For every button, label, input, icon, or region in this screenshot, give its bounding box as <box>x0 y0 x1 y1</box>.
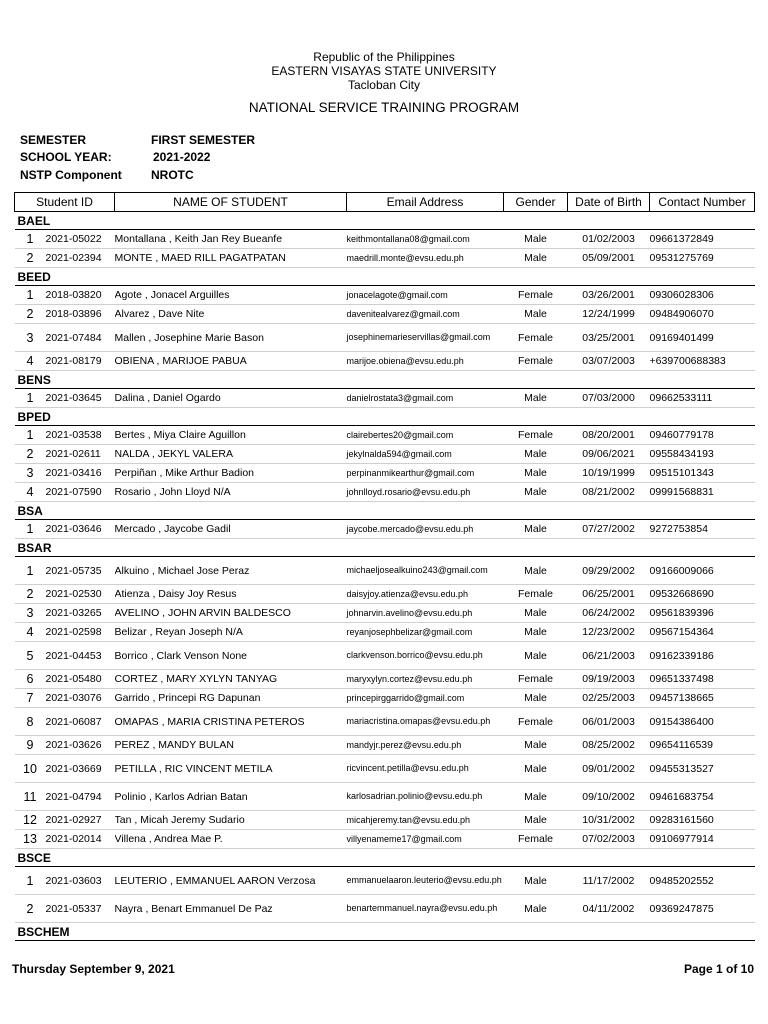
contact-number-cell: 09169401499 <box>650 324 755 352</box>
student-name-cell: Nayra , Benart Emmanuel De Paz <box>115 895 347 923</box>
row-number-cell: 12 <box>15 811 46 830</box>
student-id-cell: 2021-07484 <box>46 324 115 352</box>
group-label: BPED <box>15 408 755 426</box>
table-row <box>15 483 755 502</box>
table-row <box>15 895 755 923</box>
email-address-cell[interactable]: mandyjr.perez@evsu.edu.ph <box>347 736 504 755</box>
contact-number-cell: 09283161560 <box>650 811 755 830</box>
contact-number-cell: 09460779178 <box>650 426 755 445</box>
date-of-birth-cell: 03/07/2003 <box>568 352 650 371</box>
email-address-cell[interactable]: ricvincent.petilla@evsu.edu.ph <box>347 755 504 783</box>
email-address-cell[interactable]: marijoe.obiena@evsu.edu.ph <box>347 352 504 371</box>
contact-number-cell: 09515101343 <box>650 464 755 483</box>
gender-cell: Male <box>504 483 568 502</box>
table-row <box>15 324 755 352</box>
student-name-cell: Atienza , Daisy Joy Resus <box>115 585 347 604</box>
row-number-cell: 4 <box>15 623 46 642</box>
col-header-gender: Gender <box>504 193 568 212</box>
group-row <box>15 539 755 557</box>
contact-number-cell: 09369247875 <box>650 895 755 923</box>
table-row <box>15 689 755 708</box>
student-name-cell: NALDA , JEKYL VALERA <box>115 445 347 464</box>
row-number-cell: 1 <box>15 286 46 305</box>
contact-number-cell: 09166009066 <box>650 557 755 585</box>
student-id-cell: 2018-03896 <box>46 305 115 324</box>
email-address-cell[interactable]: karlosadrian.polinio@evsu.edu.ph <box>347 783 504 811</box>
email-address-cell[interactable]: maedrill.monte@evsu.edu.ph <box>347 249 504 268</box>
student-id-cell: 2021-03646 <box>46 520 115 539</box>
email-address-cell[interactable]: reyanjosephbelizar@gmail.com <box>347 623 504 642</box>
contact-number-cell: 09558434193 <box>650 445 755 464</box>
contact-number-cell: 09531275769 <box>650 249 755 268</box>
email-address-cell[interactable]: daisyjoy.atienza@evsu.edu.ph <box>347 585 504 604</box>
email-address-cell[interactable]: danielrostata3@gmail.com <box>347 389 504 408</box>
table-row <box>15 623 755 642</box>
student-id-cell: 2021-03603 <box>46 867 115 895</box>
contact-number-cell: 09154386400 <box>650 708 755 736</box>
student-id-cell: 2021-02014 <box>46 830 115 849</box>
gender-cell: Female <box>504 830 568 849</box>
date-of-birth-cell: 06/21/2003 <box>568 642 650 670</box>
date-of-birth-cell: 09/29/2002 <box>568 557 650 585</box>
date-of-birth-cell: 04/11/2002 <box>568 895 650 923</box>
row-number-cell: 1 <box>15 389 46 408</box>
contact-number-cell: 09661372849 <box>650 230 755 249</box>
student-name-cell: Bertes , Miya Claire Aguillon <box>115 426 347 445</box>
contact-number-cell: 09561839396 <box>650 604 755 623</box>
row-number-cell: 3 <box>15 464 46 483</box>
email-address-cell[interactable]: keithmontallana08@gmail.com <box>347 230 504 249</box>
contact-number-cell: 9272753854 <box>650 520 755 539</box>
student-name-cell: Mercado , Jaycobe Gadil <box>115 520 347 539</box>
gender-cell: Male <box>504 867 568 895</box>
gender-cell: Male <box>504 557 568 585</box>
row-number-cell: 2 <box>15 585 46 604</box>
contact-number-cell: 09162339186 <box>650 642 755 670</box>
group-row <box>15 408 755 426</box>
semester-value: FIRST SEMESTER <box>151 133 256 147</box>
student-id-cell: 2021-04794 <box>46 783 115 811</box>
row-number-cell: 2 <box>15 249 46 268</box>
student-id-cell: 2021-02598 <box>46 623 115 642</box>
student-name-cell: Agote , Jonacel Arguilles <box>115 286 347 305</box>
row-number-cell: 13 <box>15 830 46 849</box>
date-of-birth-cell: 06/24/2002 <box>568 604 650 623</box>
student-name-cell: MONTE , MAED RILL PAGATPATAN <box>115 249 347 268</box>
row-number-cell: 9 <box>15 736 46 755</box>
header-city: Tacloban City <box>347 78 421 92</box>
table-row <box>15 755 755 783</box>
gender-cell: Female <box>504 708 568 736</box>
gender-cell: Male <box>504 389 568 408</box>
table-row <box>15 352 755 371</box>
student-name-cell: Borrico , Clark Venson None <box>115 642 347 670</box>
contact-number-cell: 09457138665 <box>650 689 755 708</box>
group-label: BSA <box>15 502 755 520</box>
student-id-cell: 2021-05735 <box>46 557 115 585</box>
header-university: EASTERN VISAYAS STATE UNIVERSITY <box>271 64 497 78</box>
table-row <box>15 230 755 249</box>
row-number-cell: 1 <box>15 520 46 539</box>
student-id-cell: 2021-06087 <box>46 708 115 736</box>
group-label: BSCE <box>15 849 755 867</box>
email-address-cell[interactable]: michaeljosealkuino243@gmail.com <box>347 557 504 585</box>
group-label: BSAR <box>15 539 755 557</box>
gender-cell: Male <box>504 230 568 249</box>
student-id-cell: 2021-03626 <box>46 736 115 755</box>
row-number-cell: 10 <box>15 755 46 783</box>
gender-cell: Male <box>504 811 568 830</box>
row-number-cell: 6 <box>15 670 46 689</box>
date-of-birth-cell: 03/25/2001 <box>568 324 650 352</box>
gender-cell: Male <box>504 520 568 539</box>
table-row <box>15 426 755 445</box>
date-of-birth-cell: 12/23/2002 <box>568 623 650 642</box>
gender-cell: Male <box>504 736 568 755</box>
footer-date: Thursday September 9, 2021 <box>12 962 175 976</box>
student-table <box>14 192 755 941</box>
student-id-cell: 2021-05022 <box>46 230 115 249</box>
email-address-cell[interactable]: villyenameme17@gmail.com <box>347 830 504 849</box>
gender-cell: Male <box>504 604 568 623</box>
email-address-cell[interactable]: princepirggarrido@gmail.com <box>347 689 504 708</box>
row-number-cell: 2 <box>15 445 46 464</box>
group-label: BAEL <box>15 212 755 230</box>
student-name-cell: Polinio , Karlos Adrian Batan <box>115 783 347 811</box>
email-address-cell[interactable]: mariacristina.omapas@evsu.edu.ph <box>347 708 504 736</box>
student-id-cell: 2021-03265 <box>46 604 115 623</box>
contact-number-cell: 09567154364 <box>650 623 755 642</box>
table-row <box>15 557 755 585</box>
row-number-cell: 3 <box>15 604 46 623</box>
date-of-birth-cell: 10/31/2002 <box>568 811 650 830</box>
table-row <box>15 708 755 736</box>
table-header-row <box>15 193 755 212</box>
date-of-birth-cell: 08/20/2001 <box>568 426 650 445</box>
contact-number-cell: 09651337498 <box>650 670 755 689</box>
student-id-cell: 2021-07590 <box>46 483 115 502</box>
student-name-cell: CORTEZ , MARY XYLYN TANYAG <box>115 670 347 689</box>
student-name-cell: AVELINO , JOHN ARVIN BALDESCO <box>115 604 347 623</box>
email-address-cell[interactable]: davenitealvarez@gmail.com <box>347 305 504 324</box>
student-name-cell: LEUTERIO , EMMANUEL AARON Verzosa <box>115 867 347 895</box>
student-id-cell: 2021-08179 <box>46 352 115 371</box>
table-row <box>15 464 755 483</box>
student-name-cell: Belizar , Reyan Joseph N/A <box>115 623 347 642</box>
table-row <box>15 783 755 811</box>
date-of-birth-cell: 09/19/2003 <box>568 670 650 689</box>
student-name-cell: Montallana , Keith Jan Rey Bueanfe <box>115 230 347 249</box>
date-of-birth-cell: 09/06/2021 <box>568 445 650 464</box>
gender-cell: Female <box>504 352 568 371</box>
email-address-cell[interactable]: jonacelagote@gmail.com <box>347 286 504 305</box>
contact-number-cell: 09461683754 <box>650 783 755 811</box>
row-number-cell: 1 <box>15 230 46 249</box>
student-name-cell: Alkuino , Michael Jose Peraz <box>115 557 347 585</box>
table-row <box>15 389 755 408</box>
student-name-cell: Garrido , Princepi RG Dapunan <box>115 689 347 708</box>
date-of-birth-cell: 05/09/2001 <box>568 249 650 268</box>
contact-number-cell: 09532668690 <box>650 585 755 604</box>
row-number-cell: 3 <box>15 324 46 352</box>
student-name-cell: Perpiñan , Mike Arthur Badion <box>115 464 347 483</box>
contact-number-cell: +639700688383 <box>650 352 755 371</box>
student-id-cell: 2021-03416 <box>46 464 115 483</box>
student-id-cell: 2021-05337 <box>46 895 115 923</box>
col-header-student-id: Student ID <box>15 193 115 212</box>
date-of-birth-cell: 09/10/2002 <box>568 783 650 811</box>
col-header-email: Email Address <box>347 193 504 212</box>
email-address-cell[interactable]: jaycobe.mercado@evsu.edu.ph <box>347 520 504 539</box>
group-label: BENS <box>15 371 755 389</box>
student-id-cell: 2018-03820 <box>46 286 115 305</box>
component-value: NROTC <box>151 168 194 182</box>
row-number-cell: 1 <box>15 557 46 585</box>
col-header-dob: Date of Birth <box>568 193 650 212</box>
component-label: NSTP Component <box>20 168 122 182</box>
gender-cell: Female <box>504 426 568 445</box>
row-number-cell: 1 <box>15 867 46 895</box>
table-row <box>15 867 755 895</box>
table-row <box>15 286 755 305</box>
student-id-cell: 2021-03538 <box>46 426 115 445</box>
student-id-cell: 2021-02530 <box>46 585 115 604</box>
gender-cell: Male <box>504 689 568 708</box>
contact-number-cell: 09662533111 <box>650 389 755 408</box>
contact-number-cell: 09485202552 <box>650 867 755 895</box>
student-name-cell: PEREZ , MANDY BULAN <box>115 736 347 755</box>
gender-cell: Male <box>504 445 568 464</box>
email-address-cell[interactable]: micahjeremy.tan@evsu.edu.ph <box>347 811 504 830</box>
row-number-cell: 2 <box>15 305 46 324</box>
email-address-cell[interactable]: perpinanmikearthur@gmail.com <box>347 464 504 483</box>
contact-number-cell: 09484906070 <box>650 305 755 324</box>
row-number-cell: 11 <box>15 783 46 811</box>
table-row <box>15 445 755 464</box>
date-of-birth-cell: 01/02/2003 <box>568 230 650 249</box>
date-of-birth-cell: 10/19/1999 <box>568 464 650 483</box>
contact-number-cell: 09306028306 <box>650 286 755 305</box>
gender-cell: Male <box>504 755 568 783</box>
student-id-cell: 2021-03669 <box>46 755 115 783</box>
date-of-birth-cell: 06/25/2001 <box>568 585 650 604</box>
gender-cell: Female <box>504 286 568 305</box>
table-body <box>15 212 755 941</box>
student-id-cell: 2021-03645 <box>46 389 115 408</box>
student-name-cell: Rosario , John Lloyd N/A <box>115 483 347 502</box>
table-row <box>15 305 755 324</box>
date-of-birth-cell: 08/21/2002 <box>568 483 650 502</box>
student-name-cell: Tan , Micah Jeremy Sudario <box>115 811 347 830</box>
date-of-birth-cell: 11/17/2002 <box>568 867 650 895</box>
contact-number-cell: 09106977914 <box>650 830 755 849</box>
date-of-birth-cell: 07/03/2000 <box>568 389 650 408</box>
group-label: BEED <box>15 268 755 286</box>
table-row <box>15 585 755 604</box>
row-number-cell: 5 <box>15 642 46 670</box>
gender-cell: Male <box>504 305 568 324</box>
gender-cell: Male <box>504 249 568 268</box>
student-name-cell: Alvarez , Dave Nite <box>115 305 347 324</box>
group-row <box>15 923 755 941</box>
gender-cell: Male <box>504 783 568 811</box>
table-row <box>15 520 755 539</box>
student-id-cell: 2021-03076 <box>46 689 115 708</box>
email-address-cell[interactable]: johnlloyd.rosario@evsu.edu.ph <box>347 483 504 502</box>
student-name-cell: OBIENA , MARIJOE PABUA <box>115 352 347 371</box>
email-address-cell[interactable]: clarkvenson.borrico@evsu.edu.ph <box>347 642 504 670</box>
gender-cell: Female <box>504 324 568 352</box>
student-id-cell: 2021-02927 <box>46 811 115 830</box>
row-number-cell: 7 <box>15 689 46 708</box>
group-row <box>15 268 755 286</box>
footer-page-number: Page 1 of 10 <box>683 962 754 976</box>
row-number-cell: 1 <box>15 426 46 445</box>
student-name-cell: OMAPAS , MARIA CRISTINA PETEROS <box>115 708 347 736</box>
group-row <box>15 371 755 389</box>
row-number-cell: 8 <box>15 708 46 736</box>
group-row <box>15 502 755 520</box>
email-address-cell[interactable]: maryxylyn.cortez@evsu.edu.ph <box>347 670 504 689</box>
student-name-cell: Villena , Andrea Mae P. <box>115 830 347 849</box>
gender-cell: Male <box>504 895 568 923</box>
student-id-cell: 2021-05480 <box>46 670 115 689</box>
contact-number-cell: 09654116539 <box>650 736 755 755</box>
student-name-cell: PETILLA , RIC VINCENT METILA <box>115 755 347 783</box>
contact-number-cell: 09991568831 <box>650 483 755 502</box>
email-address-cell[interactable]: benartemmanuel.nayra@evsu.edu.ph <box>347 895 504 923</box>
gender-cell: Male <box>504 623 568 642</box>
gender-cell: Male <box>504 464 568 483</box>
row-number-cell: 4 <box>15 352 46 371</box>
row-number-cell: 4 <box>15 483 46 502</box>
semester-label: SEMESTER <box>20 133 87 147</box>
email-address-cell[interactable]: jekylnalda594@gmail.com <box>347 445 504 464</box>
table-row <box>15 811 755 830</box>
student-id-cell: 2021-02394 <box>46 249 115 268</box>
date-of-birth-cell: 07/27/2002 <box>568 520 650 539</box>
table-row <box>15 642 755 670</box>
col-header-contact: Contact Number <box>650 193 755 212</box>
row-number-cell: 2 <box>15 895 46 923</box>
student-name-cell: Mallen , Josephine Marie Bason <box>115 324 347 352</box>
email-address-cell[interactable]: clairebertes20@gmail.com <box>347 426 504 445</box>
student-id-cell: 2021-02611 <box>46 445 115 464</box>
date-of-birth-cell: 08/25/2002 <box>568 736 650 755</box>
school-year-label: SCHOOL YEAR: <box>20 150 112 164</box>
table-row <box>15 670 755 689</box>
col-header-name: NAME OF STUDENT <box>115 193 347 212</box>
gender-cell: Female <box>504 670 568 689</box>
date-of-birth-cell: 07/02/2003 <box>568 830 650 849</box>
gender-cell: Female <box>504 585 568 604</box>
date-of-birth-cell: 12/24/1999 <box>568 305 650 324</box>
student-name-cell: Dalina , Daniel Ogardo <box>115 389 347 408</box>
table-row <box>15 249 755 268</box>
school-year-value: 2021-2022 <box>153 150 211 164</box>
group-row <box>15 849 755 867</box>
table-row <box>15 604 755 623</box>
header-program: NATIONAL SERVICE TRAINING PROGRAM <box>248 100 520 115</box>
date-of-birth-cell: 09/01/2002 <box>568 755 650 783</box>
group-label: BSCHEM <box>15 923 755 941</box>
date-of-birth-cell: 06/01/2003 <box>568 708 650 736</box>
gender-cell: Male <box>504 642 568 670</box>
group-row <box>15 212 755 230</box>
date-of-birth-cell: 02/25/2003 <box>568 689 650 708</box>
contact-number-cell: 09455313527 <box>650 755 755 783</box>
email-address-cell[interactable]: josephinemarieservillas@gmail.com <box>347 324 504 352</box>
email-address-cell[interactable]: emmanuelaaron.leuterio@evsu.edu.ph <box>347 867 504 895</box>
header-republic: Republic of the Philippines <box>313 50 455 64</box>
student-id-cell: 2021-04453 <box>46 642 115 670</box>
table-row <box>15 830 755 849</box>
date-of-birth-cell: 03/26/2001 <box>568 286 650 305</box>
table-row <box>15 736 755 755</box>
email-address-cell[interactable]: johnarvin.avelino@evsu.edu.ph <box>347 604 504 623</box>
